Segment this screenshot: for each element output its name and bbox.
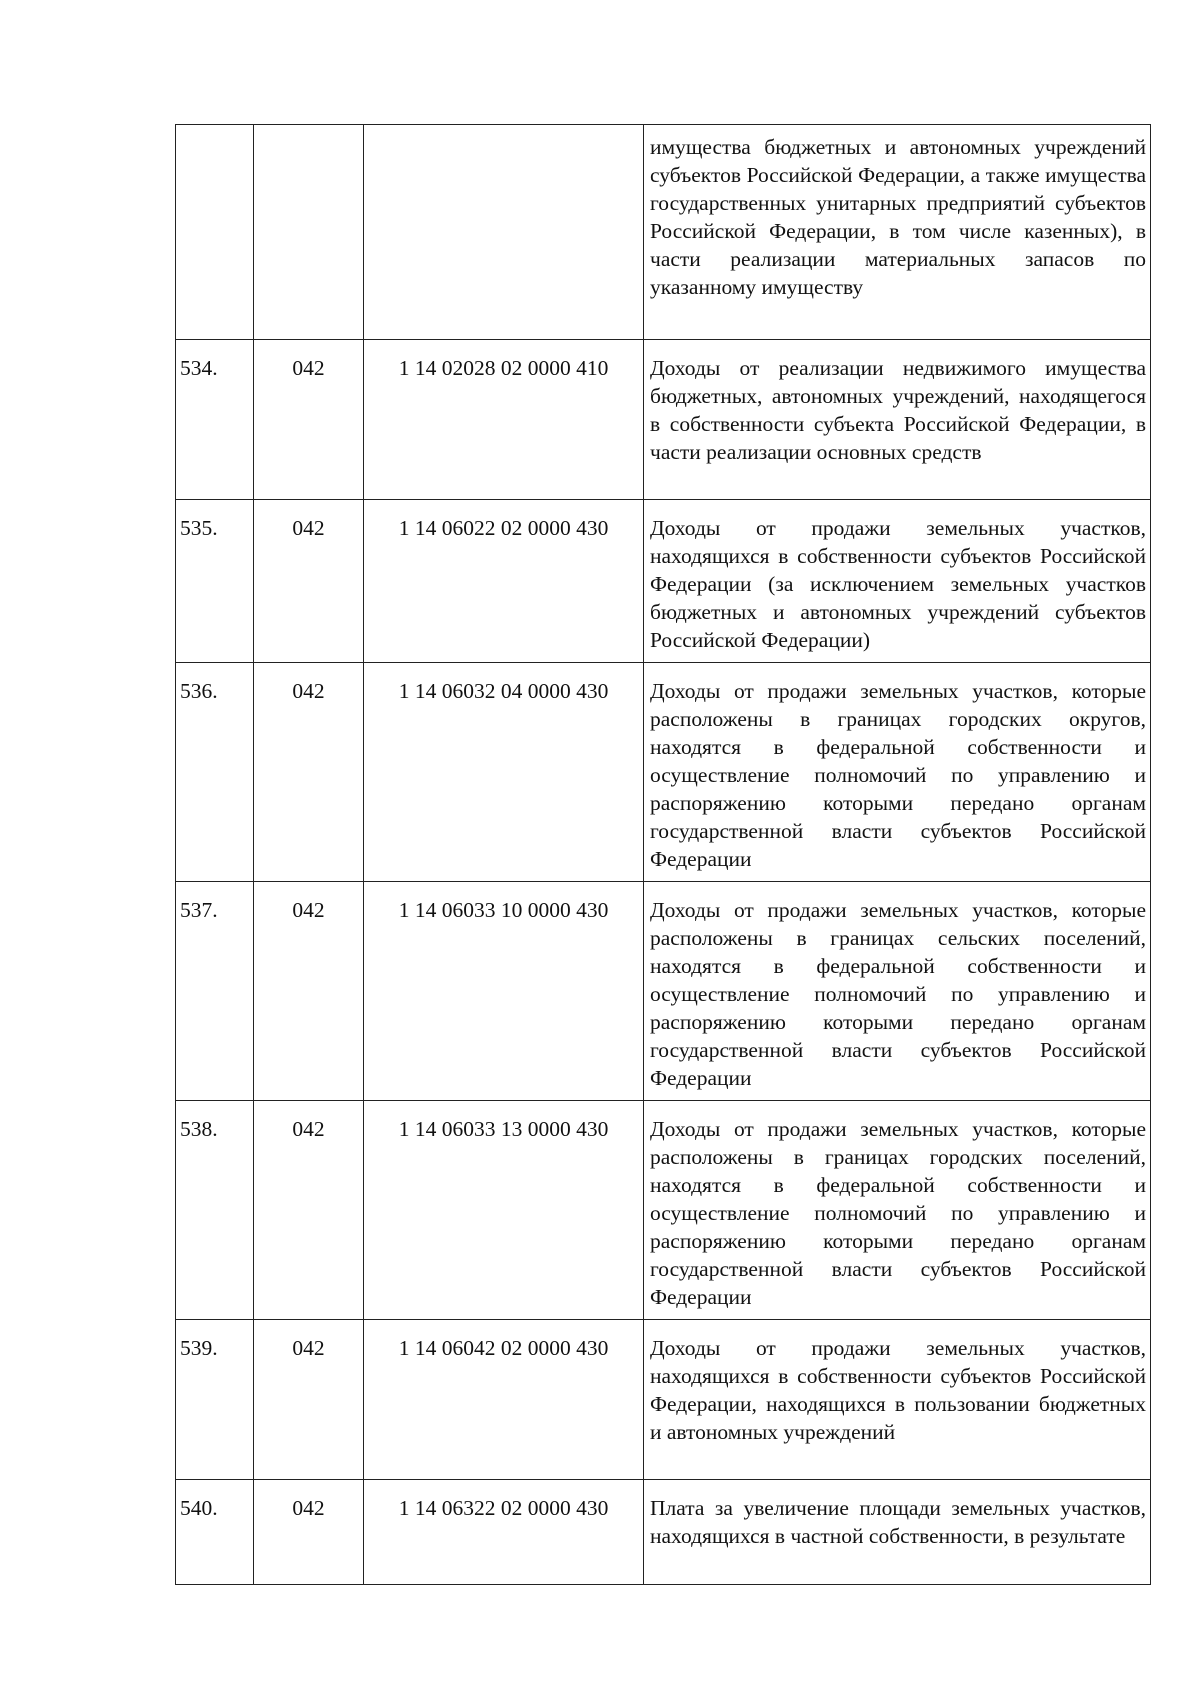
row-number: 539. xyxy=(176,1320,254,1480)
table-row xyxy=(176,1480,1151,1585)
revenue-description: Доходы от продажи земельных участков, находящихся в собственности субъектов Российской Федерации (за исключением земельных участков бюджетных и автономных учреждений субъектов Российской Федерации) xyxy=(644,500,1151,663)
admin-code: 042 xyxy=(254,1101,364,1320)
admin-code: 042 xyxy=(254,1480,364,1585)
table-row-continuation xyxy=(176,125,1151,340)
table-row xyxy=(176,882,1151,1101)
table-row xyxy=(176,1101,1151,1320)
row-number: 540. xyxy=(176,1480,254,1585)
budget-classification-code: 1 14 02028 02 0000 410 xyxy=(364,340,644,500)
revenue-description: Плата за увеличение площади земельных участков, находящихся в частной собственности, в результате xyxy=(644,1480,1151,1585)
revenue-description: Доходы от продажи земельных участков, которые расположены в границах городских округов, находятся в федеральной собственности и осуществление полномочий по управлению и распоряжению которыми передано органам государственной власти субъектов Российской Федерации xyxy=(644,663,1151,882)
admin-code: 042 xyxy=(254,882,364,1101)
admin-code xyxy=(254,125,364,340)
budget-classification-code: 1 14 06033 13 0000 430 xyxy=(364,1101,644,1320)
revenue-description: Доходы от продажи земельных участков, находящихся в собственности субъектов Российской Федерации, находящихся в пользовании бюджетных и автономных учреждений xyxy=(644,1320,1151,1480)
revenue-description: Доходы от реализации недвижимого имущества бюджетных, автономных учреждений, находящегося в собственности субъекта Российской Федерации, в части реализации основных средств xyxy=(644,340,1151,500)
table-row xyxy=(176,663,1151,882)
budget-classification-code: 1 14 06033 10 0000 430 xyxy=(364,882,644,1101)
admin-code: 042 xyxy=(254,1320,364,1480)
budget-classification-code: 1 14 06322 02 0000 430 xyxy=(364,1480,644,1585)
admin-code: 042 xyxy=(254,340,364,500)
admin-code: 042 xyxy=(254,500,364,663)
admin-code: 042 xyxy=(254,663,364,882)
revenue-description: Доходы от продажи земельных участков, которые расположены в границах сельских поселений, находятся в федеральной собственности и осуществление полномочий по управлению и распоряжению которыми передано органам государственной власти субъектов Российской Федерации xyxy=(644,882,1151,1101)
row-number: 537. xyxy=(176,882,254,1101)
revenue-description: имущества бюджетных и автономных учреждений субъектов Российской Федерации, а также имущества государственных унитарных предприятий субъектов Российской Федерации, в том числе казенных), в части реализации материальных запасов по указанному имуществу xyxy=(644,125,1151,340)
row-number xyxy=(176,125,254,340)
budget-classification-code: 1 14 06042 02 0000 430 xyxy=(364,1320,644,1480)
row-number: 534. xyxy=(176,340,254,500)
budget-classification-code: 1 14 06032 04 0000 430 xyxy=(364,663,644,882)
table-row xyxy=(176,340,1151,500)
row-number: 538. xyxy=(176,1101,254,1320)
revenue-codes-table xyxy=(175,124,1151,1585)
budget-classification-code xyxy=(364,125,644,340)
row-number: 535. xyxy=(176,500,254,663)
budget-classification-code: 1 14 06022 02 0000 430 xyxy=(364,500,644,663)
table-row xyxy=(176,500,1151,663)
table-row xyxy=(176,1320,1151,1480)
row-number: 536. xyxy=(176,663,254,882)
revenue-description: Доходы от продажи земельных участков, которые расположены в границах городских поселений, находятся в федеральной собственности и осуществление полномочий по управлению и распоряжению которыми передано органам государственной власти субъектов Российской Федерации xyxy=(644,1101,1151,1320)
